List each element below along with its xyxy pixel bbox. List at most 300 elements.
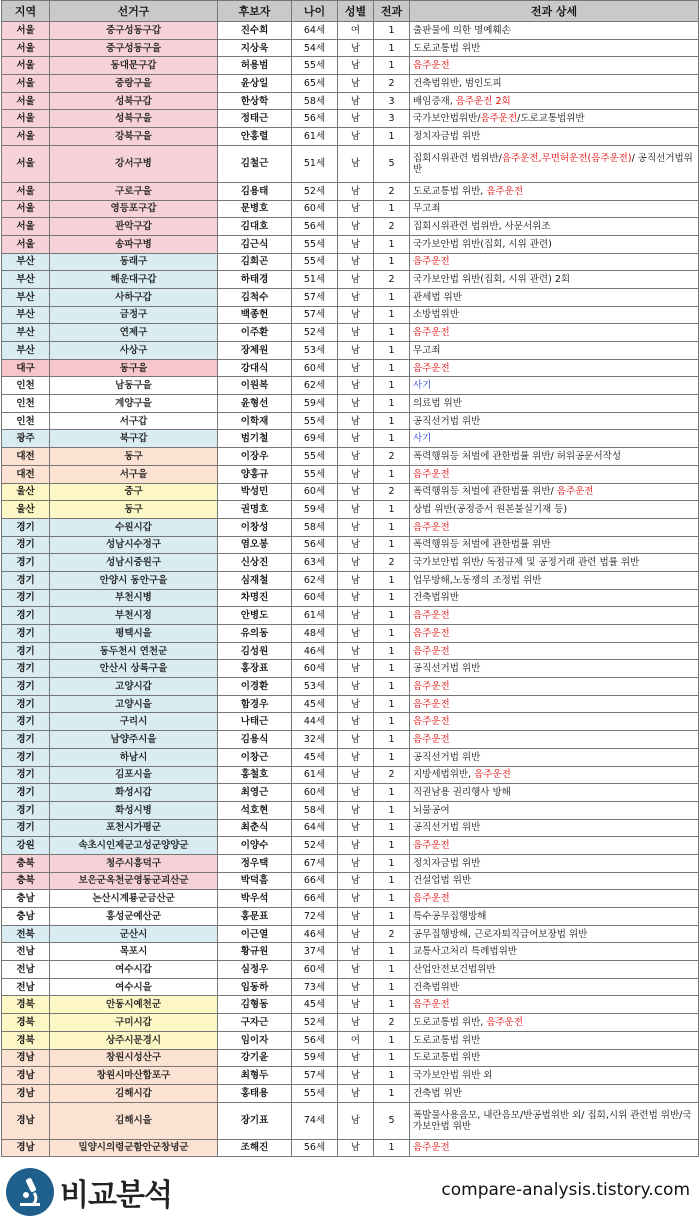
count-cell: 1 bbox=[374, 377, 410, 395]
detail-text: 도로교통법 위반 bbox=[413, 1034, 481, 1046]
gender-cell: 남 bbox=[338, 678, 374, 696]
district-cell: 상주시문경시 bbox=[50, 1031, 218, 1049]
details-cell bbox=[410, 359, 699, 377]
detail-text: 공직선거법 위반 bbox=[413, 822, 481, 834]
region-cell: 전북 bbox=[2, 925, 50, 943]
candidate-cell: 임동하 bbox=[218, 978, 292, 996]
gender-cell: 남 bbox=[338, 607, 374, 625]
details-cell bbox=[410, 253, 699, 271]
candidate-cell: 김척수 bbox=[218, 288, 292, 306]
table-row bbox=[2, 713, 699, 731]
detail-text: 음주운전 2회 bbox=[455, 95, 511, 107]
district-cell: 목포시 bbox=[50, 943, 218, 961]
count-cell: 1 bbox=[374, 518, 410, 536]
gender-cell: 남 bbox=[338, 1084, 374, 1102]
candidate-cell: 이장우 bbox=[218, 448, 292, 466]
district-cell: 안동시예천군 bbox=[50, 996, 218, 1014]
candidate-cell: 백종헌 bbox=[218, 306, 292, 324]
site-url[interactable]: compare-analysis.tistory.com bbox=[441, 1180, 690, 1200]
age-cell: 66세 bbox=[292, 872, 338, 890]
region-cell: 경기 bbox=[2, 731, 50, 749]
detail-text: 음주운전 bbox=[486, 185, 524, 197]
count-cell: 1 bbox=[374, 430, 410, 448]
district-cell: 포천시가평군 bbox=[50, 819, 218, 837]
count-cell: 1 bbox=[374, 571, 410, 589]
region-cell: 서울 bbox=[2, 92, 50, 110]
count-cell: 3 bbox=[374, 110, 410, 128]
gender-cell: 남 bbox=[338, 324, 374, 342]
details-cell bbox=[410, 801, 699, 819]
detail-text: 정치자금법 위반 bbox=[413, 130, 481, 142]
candidate-cell: 강기윤 bbox=[218, 1049, 292, 1067]
district-cell: 구리시 bbox=[50, 713, 218, 731]
candidate-cell: 진수희 bbox=[218, 22, 292, 40]
table-row bbox=[2, 554, 699, 572]
details-cell bbox=[410, 819, 699, 837]
table-row bbox=[2, 872, 699, 890]
district-cell: 논산시계룡군금산군 bbox=[50, 890, 218, 908]
district-cell: 하남시 bbox=[50, 748, 218, 766]
region-cell: 경남 bbox=[2, 1067, 50, 1085]
brand-name: 비교분석 bbox=[60, 1178, 172, 1213]
table-row bbox=[2, 642, 699, 660]
detail-text: 공직선거법 위반 bbox=[413, 415, 481, 427]
table-row bbox=[2, 1139, 699, 1157]
details-cell bbox=[410, 872, 699, 890]
details-cell bbox=[410, 642, 699, 660]
district-cell: 강서구병 bbox=[50, 145, 218, 182]
detail-text: 음주운전 bbox=[413, 627, 450, 639]
age-cell: 60세 bbox=[292, 589, 338, 607]
table-row bbox=[2, 359, 699, 377]
region-cell: 인천 bbox=[2, 395, 50, 413]
candidate-cell: 김대호 bbox=[218, 218, 292, 236]
table-row bbox=[2, 678, 699, 696]
gender-cell: 남 bbox=[338, 412, 374, 430]
age-cell: 69세 bbox=[292, 430, 338, 448]
age-cell: 58세 bbox=[292, 801, 338, 819]
details-cell bbox=[410, 182, 699, 200]
details-cell bbox=[410, 1084, 699, 1102]
count-cell: 2 bbox=[374, 766, 410, 784]
details-cell bbox=[410, 430, 699, 448]
count-cell: 1 bbox=[374, 801, 410, 819]
count-cell: 2 bbox=[374, 75, 410, 93]
age-cell: 55세 bbox=[292, 235, 338, 253]
district-cell: 서구갑 bbox=[50, 412, 218, 430]
candidate-cell: 지상욱 bbox=[218, 39, 292, 57]
region-cell: 부산 bbox=[2, 342, 50, 360]
count-cell: 1 bbox=[374, 943, 410, 961]
table-row bbox=[2, 1067, 699, 1085]
details-cell bbox=[410, 200, 699, 218]
gender-cell: 남 bbox=[338, 92, 374, 110]
details-cell bbox=[410, 57, 699, 75]
candidate-cell: 조해진 bbox=[218, 1139, 292, 1157]
table-row bbox=[2, 978, 699, 996]
gender-cell: 남 bbox=[338, 801, 374, 819]
district-cell: 사하구갑 bbox=[50, 288, 218, 306]
region-cell: 서울 bbox=[2, 110, 50, 128]
region-cell: 서울 bbox=[2, 22, 50, 40]
gender-cell: 남 bbox=[338, 218, 374, 236]
region-cell: 경기 bbox=[2, 518, 50, 536]
candidate-cell: 나태근 bbox=[218, 713, 292, 731]
candidate-cell: 범기철 bbox=[218, 430, 292, 448]
detail-text: 건축법위반 bbox=[413, 592, 459, 604]
age-cell: 60세 bbox=[292, 784, 338, 802]
gender-cell: 남 bbox=[338, 1102, 374, 1139]
detail-text: 음주운전 bbox=[413, 327, 450, 339]
region-cell: 경남 bbox=[2, 1084, 50, 1102]
age-cell: 73세 bbox=[292, 978, 338, 996]
candidate-cell: 임이자 bbox=[218, 1031, 292, 1049]
details-cell bbox=[410, 961, 699, 979]
candidate-cell: 박우석 bbox=[218, 890, 292, 908]
district-cell: 보은군옥천군영동군괴산군 bbox=[50, 872, 218, 890]
region-cell: 광주 bbox=[2, 430, 50, 448]
gender-cell: 남 bbox=[338, 837, 374, 855]
header-region: 지역 bbox=[2, 1, 50, 22]
region-cell: 부산 bbox=[2, 288, 50, 306]
age-cell: 56세 bbox=[292, 1139, 338, 1157]
gender-cell: 남 bbox=[338, 235, 374, 253]
detail-text: 건축법 위반 bbox=[413, 1087, 462, 1099]
details-cell bbox=[410, 342, 699, 360]
age-cell: 59세 bbox=[292, 1049, 338, 1067]
details-cell bbox=[410, 748, 699, 766]
detail-text: 음주운전 bbox=[413, 610, 450, 622]
district-cell: 여수시갑 bbox=[50, 961, 218, 979]
age-cell: 55세 bbox=[292, 448, 338, 466]
detail-text: 뇌물공여 bbox=[413, 804, 450, 816]
gender-cell: 남 bbox=[338, 359, 374, 377]
table-row bbox=[2, 253, 699, 271]
candidate-cell: 이주환 bbox=[218, 324, 292, 342]
header-count: 전과 bbox=[374, 1, 410, 22]
count-cell: 2 bbox=[374, 483, 410, 501]
table-row bbox=[2, 430, 699, 448]
gender-cell: 남 bbox=[338, 731, 374, 749]
count-cell: 1 bbox=[374, 536, 410, 554]
header-candidate: 후보자 bbox=[218, 1, 292, 22]
details-cell bbox=[410, 589, 699, 607]
gender-cell: 남 bbox=[338, 819, 374, 837]
details-cell bbox=[410, 943, 699, 961]
detail-text: 사기 bbox=[413, 380, 432, 392]
region-cell: 경기 bbox=[2, 784, 50, 802]
criminal-record-table bbox=[1, 0, 699, 1157]
district-cell: 홍성군예산군 bbox=[50, 908, 218, 926]
count-cell: 1 bbox=[374, 200, 410, 218]
candidate-cell: 최춘식 bbox=[218, 819, 292, 837]
table-row bbox=[2, 890, 699, 908]
region-cell: 경기 bbox=[2, 713, 50, 731]
district-cell: 사상구 bbox=[50, 342, 218, 360]
region-cell: 서울 bbox=[2, 39, 50, 57]
detail-text: 국가보안법 위반(집회, 시위 관련) 2회 bbox=[413, 274, 571, 286]
table-row bbox=[2, 801, 699, 819]
district-cell: 성남시중원구 bbox=[50, 554, 218, 572]
details-cell bbox=[410, 854, 699, 872]
district-cell: 중구성동구갑 bbox=[50, 22, 218, 40]
table-row bbox=[2, 377, 699, 395]
table-row bbox=[2, 342, 699, 360]
table-row bbox=[2, 766, 699, 784]
count-cell: 1 bbox=[374, 1084, 410, 1102]
count-cell: 5 bbox=[374, 1102, 410, 1139]
detail-text: 건축법위반, 범인도피 bbox=[413, 77, 502, 89]
age-cell: 60세 bbox=[292, 660, 338, 678]
detail-text: 음주운전 bbox=[413, 680, 450, 692]
age-cell: 64세 bbox=[292, 22, 338, 40]
district-cell: 창원시마산합포구 bbox=[50, 1067, 218, 1085]
candidate-cell: 구자근 bbox=[218, 1014, 292, 1032]
details-cell bbox=[410, 271, 699, 289]
gender-cell: 남 bbox=[338, 271, 374, 289]
gender-cell: 남 bbox=[338, 1049, 374, 1067]
candidate-cell: 정우택 bbox=[218, 854, 292, 872]
details-cell bbox=[410, 695, 699, 713]
details-cell bbox=[410, 784, 699, 802]
candidate-cell: 이학재 bbox=[218, 412, 292, 430]
region-cell: 충북 bbox=[2, 872, 50, 890]
district-cell: 평택시을 bbox=[50, 625, 218, 643]
gender-cell: 남 bbox=[338, 713, 374, 731]
candidate-cell: 최영근 bbox=[218, 784, 292, 802]
details-cell bbox=[410, 978, 699, 996]
table-row bbox=[2, 607, 699, 625]
detail-text: 건축법위반 bbox=[413, 981, 459, 993]
gender-cell: 여 bbox=[338, 1031, 374, 1049]
candidate-cell: 이근열 bbox=[218, 925, 292, 943]
district-cell: 동대문구갑 bbox=[50, 57, 218, 75]
detail-text: 국가보안법 위반 외 bbox=[413, 1070, 493, 1082]
region-cell: 경기 bbox=[2, 571, 50, 589]
district-cell: 해운대구갑 bbox=[50, 271, 218, 289]
table-header-row bbox=[2, 1, 699, 22]
region-cell: 경기 bbox=[2, 536, 50, 554]
gender-cell: 남 bbox=[338, 57, 374, 75]
details-cell bbox=[410, 75, 699, 93]
count-cell: 1 bbox=[374, 978, 410, 996]
age-cell: 66세 bbox=[292, 890, 338, 908]
count-cell: 2 bbox=[374, 271, 410, 289]
count-cell: 2 bbox=[374, 554, 410, 572]
details-cell bbox=[410, 660, 699, 678]
age-cell: 60세 bbox=[292, 483, 338, 501]
count-cell: 1 bbox=[374, 908, 410, 926]
details-cell bbox=[410, 288, 699, 306]
detail-text: 산업안전보건법위반 bbox=[413, 963, 496, 975]
count-cell: 1 bbox=[374, 713, 410, 731]
detail-text: 사기 bbox=[413, 433, 432, 445]
district-cell: 동구을 bbox=[50, 359, 218, 377]
district-cell: 남양주시을 bbox=[50, 731, 218, 749]
age-cell: 61세 bbox=[292, 128, 338, 146]
district-cell: 김해시갑 bbox=[50, 1084, 218, 1102]
gender-cell: 남 bbox=[338, 1014, 374, 1032]
detail-text: 음주운전 bbox=[486, 1016, 524, 1028]
gender-cell: 남 bbox=[338, 872, 374, 890]
detail-text: 음주운전 bbox=[413, 362, 450, 374]
detail-text: 도로교통법 위반, bbox=[413, 1016, 487, 1028]
count-cell: 1 bbox=[374, 819, 410, 837]
candidate-cell: 함경우 bbox=[218, 695, 292, 713]
candidate-cell: 홍철호 bbox=[218, 766, 292, 784]
gender-cell: 남 bbox=[338, 39, 374, 57]
age-cell: 45세 bbox=[292, 748, 338, 766]
gender-cell: 남 bbox=[338, 430, 374, 448]
count-cell: 1 bbox=[374, 306, 410, 324]
table-row bbox=[2, 961, 699, 979]
region-cell: 경남 bbox=[2, 1049, 50, 1067]
detail-text: 음주운전 bbox=[413, 698, 450, 710]
table-row bbox=[2, 943, 699, 961]
count-cell: 1 bbox=[374, 996, 410, 1014]
candidate-cell: 박성민 bbox=[218, 483, 292, 501]
age-cell: 55세 bbox=[292, 57, 338, 75]
district-cell: 송파구병 bbox=[50, 235, 218, 253]
table-row bbox=[2, 908, 699, 926]
candidate-cell: 양홍규 bbox=[218, 465, 292, 483]
region-cell: 경기 bbox=[2, 625, 50, 643]
candidate-cell: 김희곤 bbox=[218, 253, 292, 271]
table-row bbox=[2, 1084, 699, 1102]
age-cell: 60세 bbox=[292, 961, 338, 979]
count-cell: 2 bbox=[374, 1014, 410, 1032]
count-cell: 1 bbox=[374, 678, 410, 696]
gender-cell: 남 bbox=[338, 288, 374, 306]
detail-text: 음주운전 bbox=[413, 840, 450, 852]
detail-text: 무고죄 bbox=[413, 344, 441, 356]
age-cell: 55세 bbox=[292, 1084, 338, 1102]
candidate-cell: 김근식 bbox=[218, 235, 292, 253]
age-cell: 57세 bbox=[292, 1067, 338, 1085]
gender-cell: 남 bbox=[338, 554, 374, 572]
detail-text: 특수공무집행방해 bbox=[413, 910, 487, 922]
details-cell bbox=[410, 571, 699, 589]
count-cell: 1 bbox=[374, 465, 410, 483]
detail-text: 의료법 위반 bbox=[413, 397, 462, 409]
table-row bbox=[2, 925, 699, 943]
table-row bbox=[2, 182, 699, 200]
count-cell: 2 bbox=[374, 182, 410, 200]
region-cell: 경기 bbox=[2, 660, 50, 678]
detail-text: 폭력행위등 처벌에 관한법률 위반 bbox=[413, 539, 551, 551]
candidate-cell: 안홍렬 bbox=[218, 128, 292, 146]
gender-cell: 남 bbox=[338, 961, 374, 979]
candidate-cell: 권명호 bbox=[218, 501, 292, 519]
table-row bbox=[2, 324, 699, 342]
count-cell: 1 bbox=[374, 1031, 410, 1049]
detail-text: 음주운전 bbox=[413, 521, 450, 533]
header-age: 나이 bbox=[292, 1, 338, 22]
count-cell: 3 bbox=[374, 92, 410, 110]
age-cell: 55세 bbox=[292, 465, 338, 483]
region-cell: 대구 bbox=[2, 359, 50, 377]
region-cell: 서울 bbox=[2, 235, 50, 253]
detail-text: 집회시위관련 법위반/ bbox=[413, 152, 502, 164]
age-cell: 45세 bbox=[292, 996, 338, 1014]
candidate-cell: 석호현 bbox=[218, 801, 292, 819]
district-cell: 화성시병 bbox=[50, 801, 218, 819]
region-cell: 대전 bbox=[2, 448, 50, 466]
detail-text: 출판물에 의한 명예훼손 bbox=[413, 24, 511, 36]
gender-cell: 남 bbox=[338, 890, 374, 908]
district-cell: 창원시성산구 bbox=[50, 1049, 218, 1067]
table-row bbox=[2, 589, 699, 607]
district-cell: 남동구을 bbox=[50, 377, 218, 395]
count-cell: 1 bbox=[374, 890, 410, 908]
candidate-cell: 김용태 bbox=[218, 182, 292, 200]
district-cell: 밀양시의령군함안군창녕군 bbox=[50, 1139, 218, 1157]
table-row bbox=[2, 75, 699, 93]
age-cell: 46세 bbox=[292, 642, 338, 660]
details-cell bbox=[410, 908, 699, 926]
details-cell bbox=[410, 448, 699, 466]
detail-text: 음주운전 bbox=[413, 60, 450, 72]
count-cell: 1 bbox=[374, 128, 410, 146]
table-row bbox=[2, 695, 699, 713]
table-row bbox=[2, 501, 699, 519]
gender-cell: 남 bbox=[338, 448, 374, 466]
details-cell bbox=[410, 377, 699, 395]
detail-text: 도로교통법 위반 bbox=[413, 1052, 481, 1064]
region-cell: 경북 bbox=[2, 1014, 50, 1032]
detail-text: 음주운전 bbox=[413, 733, 450, 745]
region-cell: 경남 bbox=[2, 1139, 50, 1157]
count-cell: 1 bbox=[374, 607, 410, 625]
details-cell bbox=[410, 218, 699, 236]
region-cell: 경기 bbox=[2, 801, 50, 819]
count-cell: 1 bbox=[374, 837, 410, 855]
gender-cell: 남 bbox=[338, 748, 374, 766]
details-cell bbox=[410, 1014, 699, 1032]
detail-text: 공무집행방해, 근로자퇴직급여보장법 위반 bbox=[413, 928, 588, 940]
detail-text: 음주운전 bbox=[474, 769, 511, 781]
detail-text: 국가보안법위반/ bbox=[413, 113, 481, 125]
detail-text: 국가보안법 위반/ 독점규제 및 공정거래 관련 법률 위반 bbox=[413, 557, 640, 569]
details-cell bbox=[410, 465, 699, 483]
count-cell: 1 bbox=[374, 39, 410, 57]
candidate-cell: 이창근 bbox=[218, 748, 292, 766]
age-cell: 60세 bbox=[292, 359, 338, 377]
table-row bbox=[2, 271, 699, 289]
details-cell bbox=[410, 235, 699, 253]
candidate-cell: 윤상일 bbox=[218, 75, 292, 93]
age-cell: 51세 bbox=[292, 271, 338, 289]
detail-text: 업무방해,노동쟁의 조정법 위반 bbox=[413, 574, 542, 586]
region-cell: 경기 bbox=[2, 766, 50, 784]
detail-text: 음주운전 bbox=[480, 113, 518, 125]
count-cell: 1 bbox=[374, 235, 410, 253]
detail-text: / 공직선거법위반 bbox=[413, 152, 693, 175]
details-cell bbox=[410, 110, 699, 128]
table-row bbox=[2, 819, 699, 837]
count-cell: 1 bbox=[374, 395, 410, 413]
detail-text: 집회시위관련 법위반, 사문서위조 bbox=[413, 221, 551, 233]
candidate-cell: 강대식 bbox=[218, 359, 292, 377]
age-cell: 53세 bbox=[292, 678, 338, 696]
details-cell bbox=[410, 324, 699, 342]
age-cell: 67세 bbox=[292, 854, 338, 872]
district-cell: 계양구을 bbox=[50, 395, 218, 413]
table-row bbox=[2, 57, 699, 75]
gender-cell: 남 bbox=[338, 925, 374, 943]
district-cell: 중랑구을 bbox=[50, 75, 218, 93]
region-cell: 경기 bbox=[2, 819, 50, 837]
